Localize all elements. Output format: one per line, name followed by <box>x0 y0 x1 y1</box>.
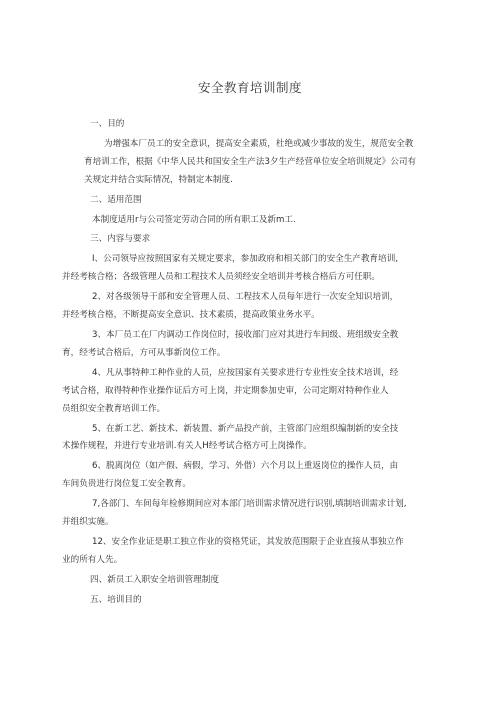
list-item <box>62 458 428 494</box>
paragraph-line: 关规定并结合实际情况，特制定本制度. <box>84 174 233 185</box>
paragraph-line: 考试合格，取得特种作业操作证后方可上岗，并定期参加史审，公司定期对特种作业人 <box>62 385 389 396</box>
list-item <box>62 327 428 363</box>
paragraph-line: 业的所有人先。 <box>62 554 123 565</box>
section-paragraph-scope <box>88 212 428 230</box>
section-heading-scope: 二、适用范围 <box>90 194 142 205</box>
paragraph-line: 并经考核合格，不断提高安全意识、技术素质，提高政策业务水平。 <box>62 310 320 321</box>
section-heading-purpose: 一、目的 <box>90 119 125 129</box>
list-item <box>62 251 428 287</box>
document-body <box>62 116 428 610</box>
list-item <box>62 421 428 457</box>
paragraph-line: 5、在新工艺、新技术、新装置、新产品投产前，主管部门应组织编制新的安全技 <box>92 423 399 434</box>
list-item <box>62 365 428 419</box>
list-item <box>62 496 428 532</box>
paragraph-line: 育培训工作，根据《中华人民共和国安全生产法3夕生产经营单位安全培训规定》公司有 <box>84 156 417 167</box>
paragraph-line: 员组织安全教育培训工作。 <box>62 403 166 414</box>
paragraph-line: 为增强本厂员工的安全意识，提高安全素质，杜绝或减少事故的发生，规范安全教 <box>104 138 414 149</box>
paragraph-line: 6、脱离岗位（如产假、病假，学习、外借）六个月以上重返岗位的操作人员，由 <box>92 461 399 472</box>
section-heading-new-employee: 四、新员工入职安全培训管理制度 <box>90 574 219 585</box>
paragraph-line: 并经考核合格；各级管理人员和工程技术人员须经安全培训并考核合格后方可任职。 <box>62 272 380 283</box>
paragraph-line: I、公司领导应按照国家有关规定要求，参加政府和相关部门的安全生产教育培训, <box>92 254 399 265</box>
section-paragraph-purpose <box>84 136 428 190</box>
paragraph-line: 并组织实施。 <box>62 517 114 528</box>
list-item <box>62 289 428 325</box>
paragraph-line: 车间负贵进行岗位复工安全教育。 <box>62 479 191 490</box>
paragraph-line: 3、本厂员工在厂内调动工作岗位时，接收部门应对其进行车间级、班组级安全教 <box>92 329 399 340</box>
paragraph-line: 术操作规程，并进行专业培训.有关人H经考试合格方可上岗操作。 <box>62 441 312 452</box>
paragraph-line: 本制度适用r与公司签定劳动合同的所有职工及新m工. <box>92 214 296 225</box>
section-heading-training-purpose: 五、培训目的 <box>90 594 142 605</box>
document-title: 安全教育培训制度 <box>197 80 302 95</box>
paragraph-line: 4、凡从事特种工种作业的人员，应按国家有关要求进行专业性安全技术培训，经 <box>92 367 399 378</box>
paragraph-line: 育，经考试合格后，方可从事新岗位工作。 <box>62 347 226 358</box>
paragraph-line: 2、对各级领导干部和安全管理人员、工程技术人员每年进行一次安全知识培训， <box>92 292 399 303</box>
paragraph-line: 12、安全作业证是职工独立作业的资格凭证，其发放范围限于企业直接从事独立作 <box>92 536 404 547</box>
list-item <box>62 534 428 570</box>
section-heading-content: 三、内容与要求 <box>90 234 151 245</box>
paragraph-line: 7,各部门、车间每年检修期间应对本部门培训需求情况进行识别,填制培训需求计划, <box>92 499 407 510</box>
